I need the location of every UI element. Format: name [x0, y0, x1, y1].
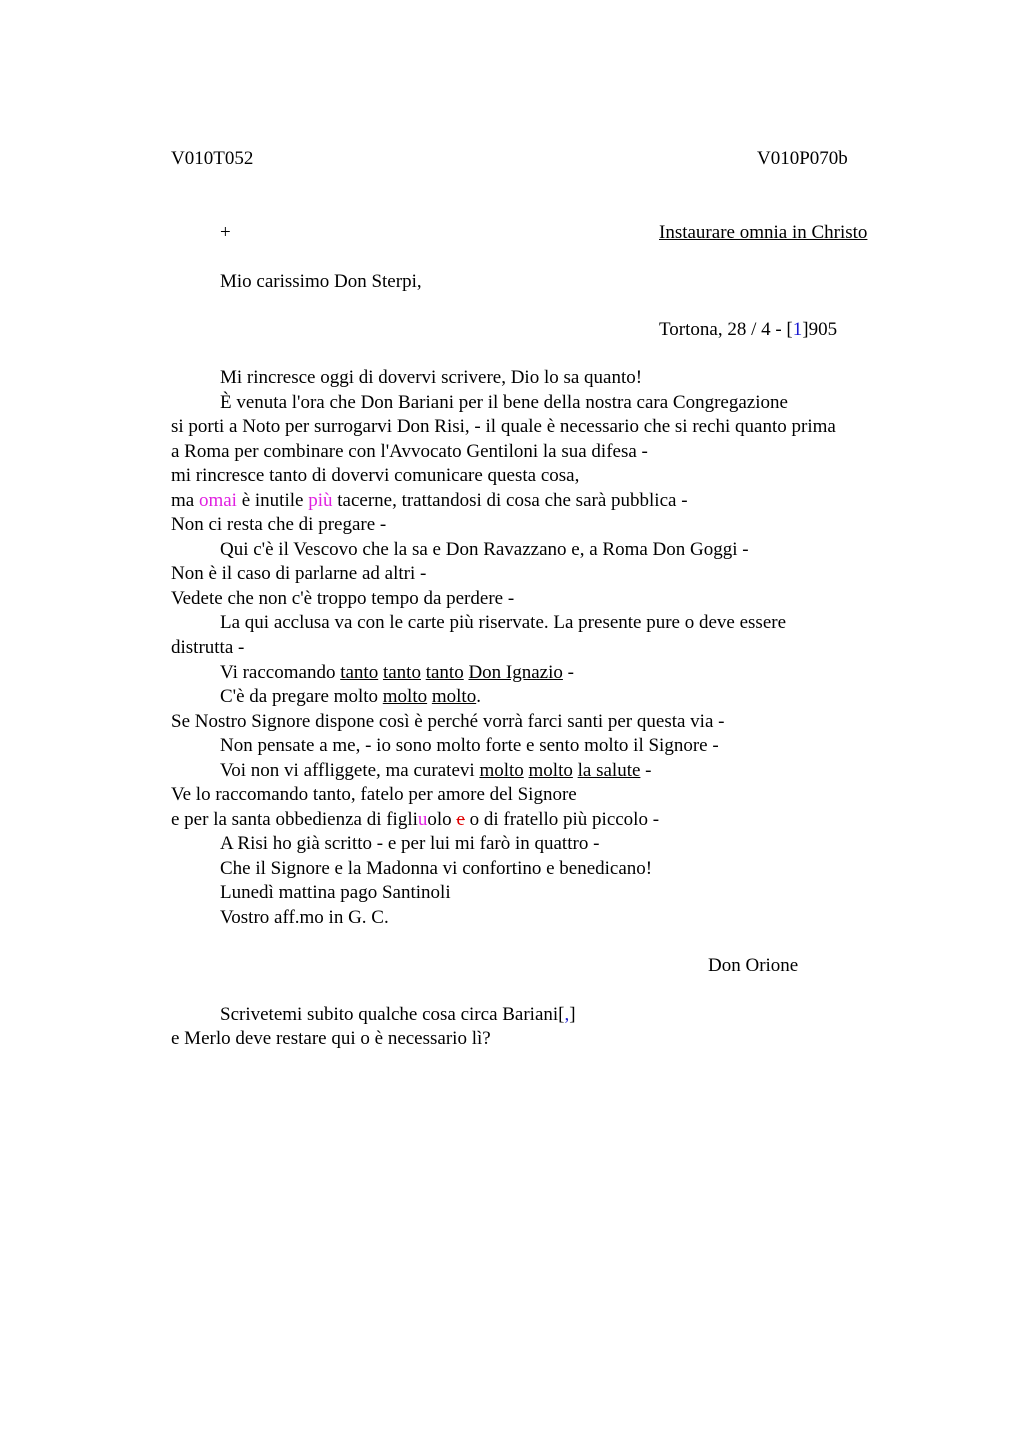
body-line: Non ci resta che di pregare - — [171, 514, 387, 536]
date-prefix: Tortona, 28 / 4 - [ — [659, 319, 793, 340]
body-line: mi rincresce tanto di dovervi comunicare questa cosa, — [171, 465, 580, 487]
underlined-word: Don Ignazio — [468, 661, 563, 683]
motto: Instaurare omnia in Christo — [659, 222, 868, 243]
body-line: La qui acclusa va con le carte più riservate. La presente pure o deve essere — [220, 612, 787, 634]
body-line: Non è il caso di parlarne ad altri - — [171, 563, 427, 585]
body-line: Non pensate a me, - io sono molto forte e sento molto il Signore - — [220, 735, 719, 757]
text-run: ma — [171, 489, 199, 511]
body-line: A Risi ho già scritto - e per lui mi farò in quattro - — [220, 833, 600, 855]
document-code-left: V010T052 — [171, 148, 254, 169]
postscript-line: e Merlo deve restare qui o è necessario lì? — [171, 1028, 491, 1049]
editorial-insertion: più — [308, 489, 333, 511]
document-code-right: V010P070b — [757, 148, 848, 169]
underlined-word: la salute — [577, 759, 641, 781]
text-run: Voi non vi affliggete, ma curatevi — [220, 759, 480, 781]
body-line: distrutta - — [171, 637, 245, 659]
text-run: o di fratello più piccolo - — [464, 808, 660, 830]
text-run: C'è da pregare molto — [220, 686, 383, 708]
text-run: olo — [427, 808, 457, 830]
text-run: e per la santa obbedienza di figli — [171, 808, 418, 830]
underlined-word: molto — [382, 686, 428, 708]
body-line: Ve lo raccomando tanto, fatelo per amore del Signore — [171, 784, 577, 806]
editorial-insertion: , — [564, 1004, 570, 1025]
text-run: ] — [569, 1004, 576, 1025]
body-line: Se Nostro Signore dispone così è perché vorrà farci santi per questa via - — [171, 710, 725, 732]
underlined-word: tanto — [382, 661, 421, 683]
signature: Don Orione — [708, 955, 799, 976]
text-run: - — [562, 661, 574, 683]
underlined-word: molto — [479, 759, 524, 781]
body-line — [171, 685, 971, 710]
text-run: tacerne, trattandosi di cosa che sarà pubblica - — [332, 489, 688, 511]
editorial-insertion: u — [417, 808, 428, 830]
body-line: a Roma per combinare con l'Avvocato Gentiloni la sua difesa - — [171, 440, 648, 462]
editorial-insertion: omai — [198, 489, 237, 511]
text-run: è inutile — [236, 489, 309, 511]
text-run: Vi raccomando — [220, 661, 341, 683]
underlined-word: molto — [431, 686, 477, 708]
body-line: Qui c'è il Vescovo che la sa e Don Ravazzano e, a Roma Don Goggi - — [220, 538, 749, 560]
date-suffix: ]905 — [802, 319, 838, 340]
text-run: . — [476, 686, 481, 708]
underlined-word: molto — [528, 759, 573, 781]
postscript-line — [220, 1003, 576, 1027]
editorial-deletion: e — [456, 808, 465, 830]
text-run: Scrivetemi subito qualche cosa circa Bariani[ — [220, 1004, 565, 1025]
body-line: Vedete che non c'è troppo tempo da perdere - — [171, 587, 515, 609]
underlined-word: tanto — [340, 661, 379, 683]
cross-symbol: + — [220, 222, 231, 243]
body-line: È venuta l'ora che Don Bariani per il bene della nostra cara Congregazione — [220, 391, 788, 413]
letter-body — [171, 366, 971, 931]
text-run: - — [640, 759, 652, 781]
body-line — [171, 759, 971, 784]
body-line: si porti a Noto per surrogarvi Don Risi, - il quale è necessario che si rechi quanto prima — [171, 416, 836, 438]
letter-date — [659, 318, 837, 342]
salutation: Mio carissimo Don Sterpi, — [220, 271, 422, 292]
body-line: Lunedì mattina pago Santinoli — [220, 882, 451, 904]
body-line — [171, 661, 971, 686]
body-line — [171, 489, 971, 514]
underlined-word: tanto — [425, 661, 464, 683]
body-line: Vostro aff.mo in G. C. — [220, 907, 389, 929]
body-line: Che il Signore e la Madonna vi confortino e benedicano! — [220, 857, 653, 879]
body-line: Mi rincresce oggi di dovervi scrivere, Dio lo sa quanto! — [220, 367, 643, 388]
date-editorial-digit: 1 — [792, 319, 803, 340]
body-line — [171, 808, 971, 833]
